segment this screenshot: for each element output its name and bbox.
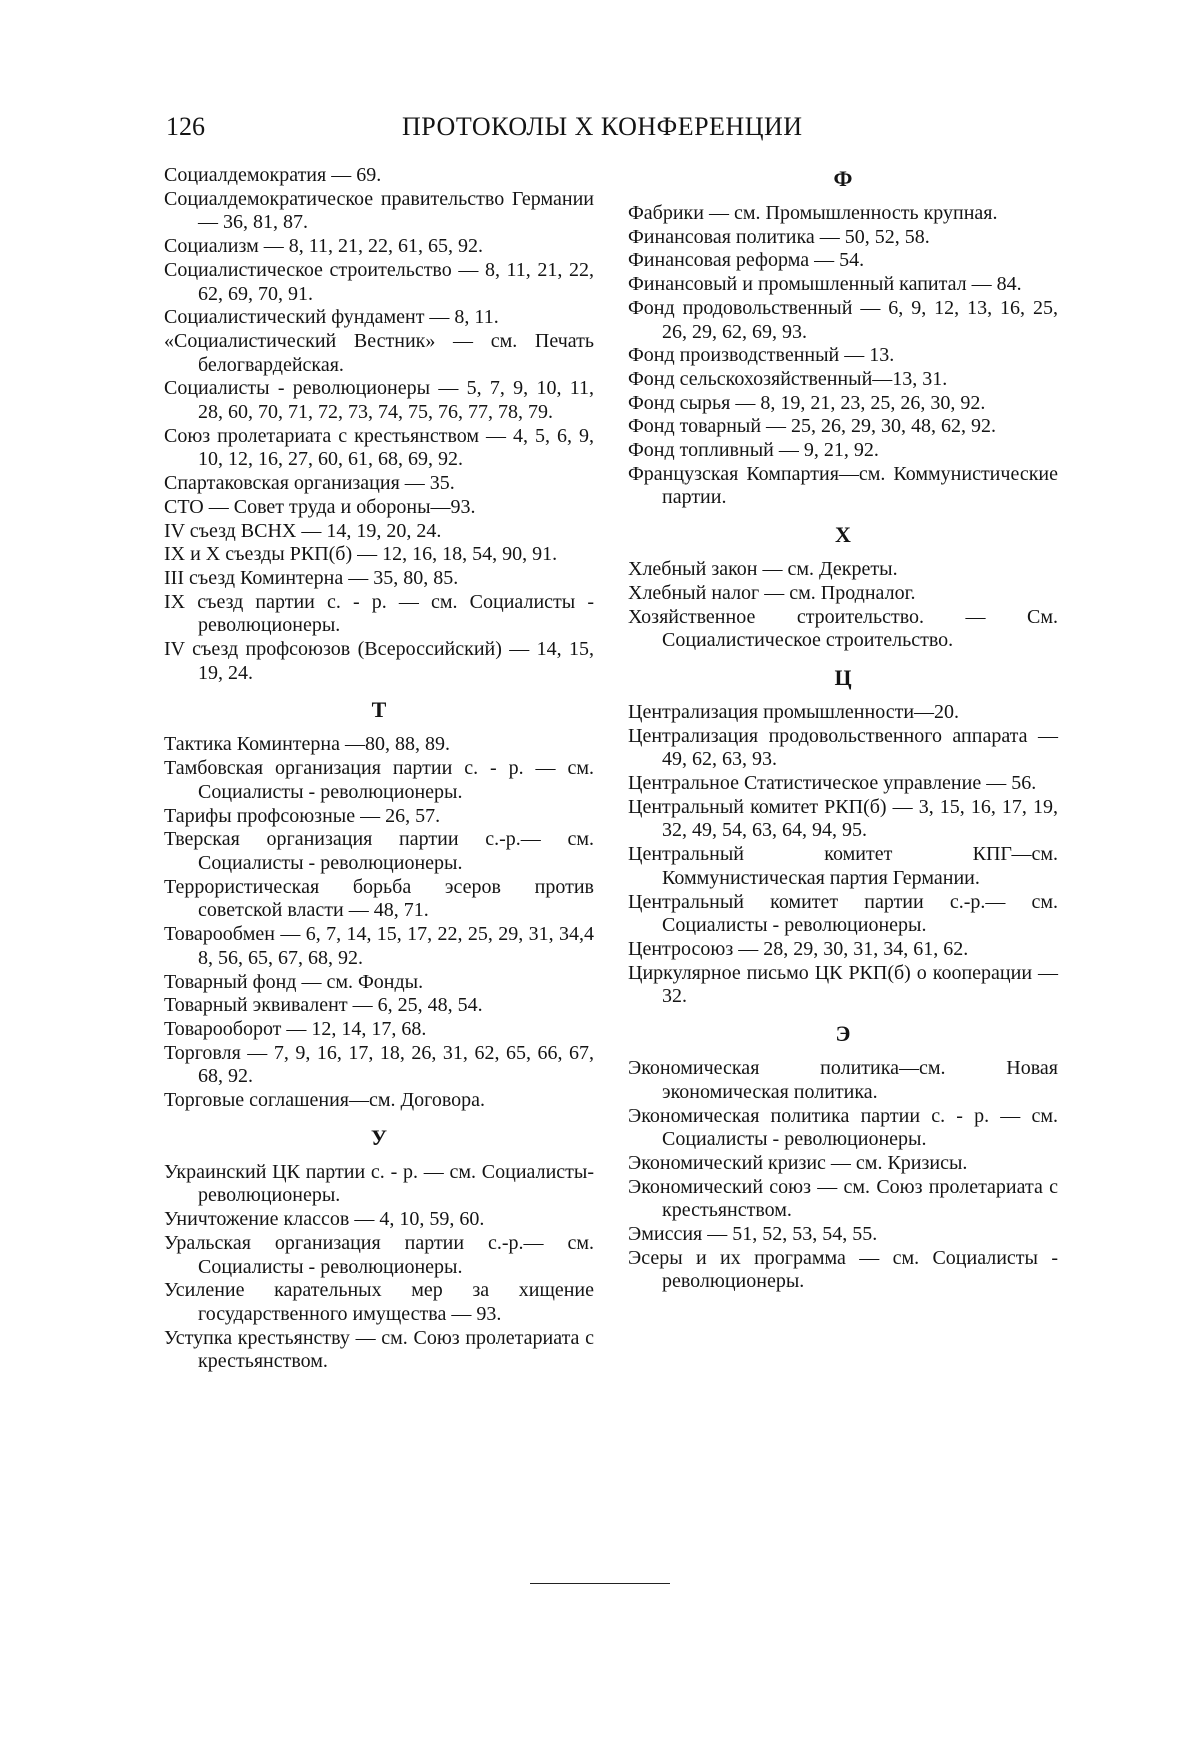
index-entry: Фонд топливный — 9, 21, 92. (628, 439, 879, 462)
index-entry: Уничтожение классов — 4, 10, 59, 60. (164, 1208, 485, 1231)
index-entry: Уступка крестьянству — см. Союз пролетариата с крестьянством. (164, 1326, 594, 1373)
index-entry: Экономическая политика партии с. - р. — см. Социалисты - революционеры. (628, 1104, 1058, 1151)
index-group-s (164, 164, 594, 685)
page-number: 126 (166, 112, 205, 141)
index-entry: Тактика Коминтерна —80, 88, 89. (164, 733, 451, 756)
index-entry: Социалдемократическое правительство Германии — 36, 81, 87. (164, 187, 594, 234)
index-entry: Французская Компартия—см. Коммунистические партии. (628, 462, 1058, 509)
index-entry: Финансовая политика — 50, 52, 58. (628, 225, 930, 248)
index-entry: Экономический союз — см. Союз пролетариата с крестьянством. (628, 1175, 1058, 1222)
index-entry: Центросоюз — 28, 29, 30, 31, 34, 61, 62. (628, 937, 969, 960)
index-entry: Центральное Статистическое управление — 56. (628, 772, 1037, 795)
index-entry: Тамбовская организация партии с. - р. — см. Социалисты - революционеры. (164, 757, 594, 803)
index-entry: Торговля — 7, 9, 16, 17, 18, 26, 31, 62, 65, 66, 67, 68, 92. (164, 1041, 594, 1088)
index-entry: Экономический кризис — см. Кризисы. (628, 1151, 968, 1174)
index-entry: Центральный комитет партии с.-р.— см. Социалисты - революционеры. (628, 890, 1058, 937)
index-entry: Финансовый и промышленный капитал — 84. (628, 273, 1022, 296)
index-entry: Хозяйственное строительство. — См. Социалистическое строительство. (628, 605, 1058, 652)
index-entry: Тарифы профсоюзные — 26, 57. (164, 804, 441, 827)
index-entry: Фабрики — см. Промышленность крупная. (628, 202, 998, 224)
index-entry: Товарооборот — 12, 14, 17, 68. (164, 1017, 427, 1040)
section-letter-u: У (370, 1124, 388, 1150)
index-entry: IV съезд профсоюзов (Всероссийский) — 14, 15, 19, 24. (164, 638, 594, 684)
index-entry: IX съезд партии с. - р. — см. Социалисты - революционеры. (164, 590, 594, 637)
index-entry: Социализм — 8, 11, 21, 22, 61, 65, 92. (164, 235, 484, 258)
index-entry: Фонд сельскохозяйственный—13, 31. (628, 367, 948, 390)
index-entry: Фонд производственный — 13. (628, 344, 895, 367)
index-entry: Союз пролетариата с крестьянством — 4, 5, 6, 9, 10, 12, 16, 27, 60, 61, 68, 69, 92. (164, 424, 594, 471)
index-entry: Эмиссия — 51, 52, 53, 54, 55. (628, 1223, 878, 1246)
index-group-h (628, 558, 1058, 653)
index-entry: Центральный комитет РКП(б) — 3, 15, 16, 17, 19, 32, 49, 54, 63, 64, 94, 95. (628, 795, 1058, 842)
section-letter-e: Э (835, 1021, 851, 1047)
index-entry: Хлебный закон — см. Декреты. (628, 558, 898, 581)
page-header (166, 112, 946, 152)
section-letter-f: Ф (833, 166, 853, 191)
section-letter-t: Т (371, 697, 387, 723)
index-entry: Террористическая борьба эсеров против советской власти — 48, 71. (164, 875, 594, 922)
index-entry: Социалистический фундамент — 8, 11. (164, 306, 499, 329)
index-entry: Уральская организация партии с.-р.— см. Социалисты - революционеры. (164, 1231, 594, 1278)
index-entry: Фонд товарный — 25, 26, 29, 30, 48, 62, 92. (628, 415, 997, 438)
index-entry: Усиление карательных мер за хищение государственного имущества — 93. (164, 1279, 594, 1325)
index-entry: Спартаковская организация — 35. (164, 472, 455, 495)
section-letter-ts: Ц (834, 664, 852, 690)
index-group-e (628, 1057, 1058, 1294)
index-entry: Центральный комитет КПГ—см. Коммунистическая партия Германии. (628, 843, 1058, 889)
index-entry: Тверская организация партии с.-р.— см. Социалисты - революционеры. (164, 828, 594, 874)
section-letter-h: Х (835, 522, 851, 548)
index-entry: Товарный фонд — см. Фонды. (164, 970, 424, 993)
index-entry: Социалисты - революционеры — 5, 7, 9, 10, 11, 28, 60, 70, 71, 72, 73, 74, 75, 76, 77, 78, 79. (164, 377, 594, 424)
index-entry: Социалдемократия — 69. (164, 164, 382, 186)
index-entry: Экономическая политика—см. Новая экономическая политика. (628, 1057, 1058, 1103)
index-entry: III съезд Коминтерна — 35, 80, 85. (164, 566, 459, 589)
index-entry: Финансовая реформа — 54. (628, 249, 865, 272)
index-group-u (164, 1161, 594, 1374)
index-entry: Торговые соглашения—см. Договора. (164, 1089, 486, 1112)
index-entry: Товарный эквивалент — 6, 25, 48, 54. (164, 994, 483, 1017)
index-entry: Украинский ЦК партии с. - р. — см. Социалисты-революционеры. (164, 1160, 594, 1207)
index-column-right (628, 164, 1058, 1294)
index-entry: Централизация промышленности—20. (628, 700, 960, 723)
end-rule-divider (530, 1583, 670, 1584)
index-group-ts (628, 701, 1058, 1009)
index-entry: Социалистическое строительство — 8, 11, 21, 22, 62, 69, 70, 91. (164, 258, 594, 305)
index-entry: Товарообмен — 6, 7, 14, 15, 17, 22, 25, 29, 31, 34,4 8, 56, 65, 67, 68, 92. (164, 923, 594, 969)
index-entry: IV съезд ВСНХ — 14, 19, 20, 24. (164, 519, 442, 542)
index-entry: Эсеры и их программа — см. Социалисты - революционеры. (628, 1246, 1058, 1293)
running-title: ПРОТОКОЛЫ Х КОНФЕРЕНЦИИ (402, 112, 803, 141)
index-group-t (164, 733, 594, 1112)
index-entry: Фонд продовольственный — 6, 9, 12, 13, 16, 25, 26, 29, 62, 69, 93. (628, 296, 1058, 343)
index-entry: IX и X съезды РКП(б) — 12, 16, 18, 54, 90, 91. (164, 543, 558, 566)
index-group-f (628, 202, 1058, 510)
index-entry: Фонд сырья — 8, 19, 21, 23, 25, 26, 30, 92. (628, 391, 986, 414)
index-entry: «Социалистический Вестник» — см. Печать белогвардейская. (164, 329, 594, 376)
index-entry: Централизация продовольственного аппарата — 49, 62, 63, 93. (628, 724, 1058, 771)
index-entry: Циркулярное письмо ЦК РКП(б) о кооперации — 32. (628, 961, 1058, 1008)
index-entry: Хлебный налог — см. Продналог. (628, 581, 916, 604)
index-entry: СТО — Совет труда и обороны—93. (164, 495, 476, 518)
index-column-left (164, 164, 594, 1374)
